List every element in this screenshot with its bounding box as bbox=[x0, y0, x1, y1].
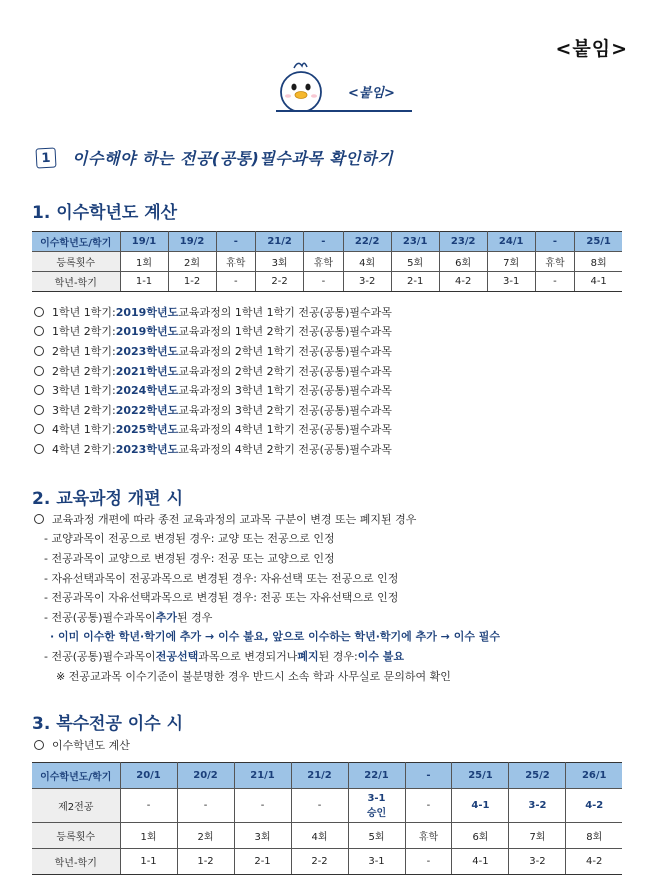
table-row bbox=[32, 823, 622, 849]
table-row bbox=[32, 849, 622, 875]
list-item: 3학년 2학기: 2022학년도 교육과정의 3학년 2학기 전공(공통)필수과목 bbox=[34, 400, 392, 420]
circle-bullet-icon bbox=[34, 385, 44, 395]
table-cell: 22/1 bbox=[348, 763, 405, 789]
table-cell: 1-1 bbox=[120, 849, 177, 875]
table-cell: 3-1 bbox=[348, 849, 405, 875]
table-cell: 휴학 bbox=[535, 252, 575, 272]
table-cell: - bbox=[177, 789, 234, 823]
table-cell: 21/1 bbox=[234, 763, 291, 789]
circle-bullet-icon bbox=[34, 424, 44, 434]
table-cell: 26/1 bbox=[566, 763, 622, 789]
circle-bullet-icon bbox=[34, 514, 44, 524]
table-row bbox=[32, 789, 622, 823]
table-cell: 24/1 bbox=[487, 232, 535, 252]
table-cell: 등록횟수 bbox=[32, 252, 120, 272]
table-header-row bbox=[32, 232, 622, 252]
table-cell: 2회 bbox=[177, 823, 234, 849]
section2-line: - 전공과목이 자유선택과목으로 변경된 경우: 전공 또는 자유선택으로 인정 bbox=[44, 591, 399, 605]
section1-heading: 1. 이수학년도 계산 bbox=[32, 203, 178, 223]
list-item: 2학년 2학기: 2021학년도 교육과정의 2학년 2학기 전공(공통)필수과목 bbox=[34, 361, 392, 381]
section3-heading: 3. 복수전공 이수 시 bbox=[32, 714, 183, 734]
intro-number-box: 1 bbox=[35, 147, 56, 168]
section3-table bbox=[32, 762, 622, 875]
table-cell: 4-1 bbox=[575, 272, 622, 292]
table-cell: 3-2 bbox=[509, 849, 566, 875]
section2-note: ※ 전공교과목 이수기준이 불분명한 경우 반드시 소속 학과 사무실로 문의하여 확인 bbox=[56, 669, 451, 683]
table-cell: 2-2 bbox=[291, 849, 348, 875]
list-item: 2학년 1학기: 2023학년도 교육과정의 2학년 1학기 전공(공통)필수과목 bbox=[34, 341, 392, 361]
table-cell: 2-2 bbox=[256, 272, 304, 292]
section2-line: - 자유선택과목이 전공과목으로 변경된 경우: 자유선택 또는 전공으로 인정 bbox=[44, 571, 399, 585]
table-cell: 8회 bbox=[566, 823, 622, 849]
section3-lead: 이수학년도 계산 bbox=[34, 735, 130, 755]
table-cell: - bbox=[535, 272, 575, 292]
table-cell: 학년-학기 bbox=[32, 272, 120, 292]
table-cell: 4-1 bbox=[452, 789, 509, 823]
table-row bbox=[32, 252, 622, 272]
list-item: 1학년 1학기: 2019학년도 교육과정의 1학년 1학기 전공(공통)필수과목 bbox=[34, 302, 392, 322]
table-cell: 25/1 bbox=[452, 763, 509, 789]
table-cell: 4-2 bbox=[566, 849, 622, 875]
table-cell: 2-1 bbox=[234, 849, 291, 875]
section2-added-line: - 전공(공통)필수과목이 추가 된 경우 bbox=[44, 610, 213, 624]
table-cell: 이수학년도/학기 bbox=[32, 232, 120, 252]
section1-table bbox=[32, 231, 622, 292]
table-cell: - bbox=[405, 849, 452, 875]
circle-bullet-icon bbox=[34, 444, 44, 454]
table-cell: - bbox=[535, 232, 575, 252]
table-cell: 2회 bbox=[168, 252, 216, 272]
table-cell: 3-2 bbox=[343, 272, 391, 292]
table-cell: 7회 bbox=[487, 252, 535, 272]
circle-bullet-icon bbox=[34, 326, 44, 336]
table-cell: 21/2 bbox=[291, 763, 348, 789]
table-cell: 휴학 bbox=[405, 823, 452, 849]
table-row bbox=[32, 272, 622, 292]
curriculum-year: 2023학년도 bbox=[115, 344, 179, 358]
table-cell: 4-1 bbox=[452, 849, 509, 875]
table-cell: 3-1 bbox=[487, 272, 535, 292]
table-cell: 1회 bbox=[120, 823, 177, 849]
mascot-tag-text: <붙임> bbox=[348, 86, 395, 101]
table-cell: 20/1 bbox=[120, 763, 177, 789]
curriculum-year: 2024학년도 bbox=[115, 384, 179, 398]
table-cell: - bbox=[405, 763, 452, 789]
table-cell: 4회 bbox=[291, 823, 348, 849]
table-cell: 이수학년도/학기 bbox=[32, 763, 120, 789]
curriculum-year: 2023학년도 bbox=[115, 442, 179, 456]
circle-bullet-icon bbox=[34, 405, 44, 415]
table-cell: 20/2 bbox=[177, 763, 234, 789]
table-header-row bbox=[32, 763, 622, 789]
table-cell: 3-1 승인 bbox=[348, 789, 405, 823]
circle-bullet-icon bbox=[34, 366, 44, 376]
attachment-tag: <붙임> bbox=[555, 38, 628, 60]
table-cell: - bbox=[120, 789, 177, 823]
table-cell: 2-1 bbox=[391, 272, 439, 292]
section2-line: - 교양과목이 전공으로 변경된 경우: 교양 또는 전공으로 인정 bbox=[44, 532, 335, 546]
table-cell: 학년-학기 bbox=[32, 849, 120, 875]
section2-heading: 2. 교육과정 개편 시 bbox=[32, 489, 183, 509]
table-cell: 4-2 bbox=[566, 789, 622, 823]
section2-list bbox=[34, 509, 500, 685]
list-item: 4학년 1학기: 2025학년도 교육과정의 4학년 1학기 전공(공통)필수과목 bbox=[34, 420, 392, 440]
table-cell: 21/2 bbox=[256, 232, 304, 252]
table-cell: 3회 bbox=[256, 252, 304, 272]
table-cell: - bbox=[216, 272, 256, 292]
section2-added-sub: · 이미 이수한 학년·학기에 추가 → 이수 불요, 앞으로 이수하는 학년·학기에 추가 → 이수 필수 bbox=[50, 630, 501, 644]
table-cell: 25/1 bbox=[575, 232, 622, 252]
section2-changed-line: - 전공(공통)필수과목이 전공선택 과목으로 변경되거나 폐지 된 경우: 이수 불요 bbox=[44, 649, 405, 663]
chick-mascot-icon bbox=[276, 60, 326, 112]
intro-title-text: 이수해야 하는 전공(공통)필수과목 확인하기 bbox=[72, 149, 394, 168]
table-cell: - bbox=[291, 789, 348, 823]
section2-line: - 전공과목이 교양으로 변경된 경우: 전공 또는 교양으로 인정 bbox=[44, 551, 335, 565]
circle-bullet-icon bbox=[34, 307, 44, 317]
intro-title bbox=[36, 146, 393, 169]
table-cell: 22/2 bbox=[343, 232, 391, 252]
curriculum-year: 2019학년도 bbox=[115, 325, 179, 339]
table-cell: 1회 bbox=[120, 252, 168, 272]
table-cell: 19/2 bbox=[168, 232, 216, 252]
table-cell: 4회 bbox=[343, 252, 391, 272]
table-cell: 7회 bbox=[509, 823, 566, 849]
table-cell: 등록횟수 bbox=[32, 823, 120, 849]
section1-list bbox=[34, 302, 392, 459]
table-cell: 25/2 bbox=[509, 763, 566, 789]
table-cell: 휴학 bbox=[216, 252, 256, 272]
circle-bullet-icon bbox=[34, 346, 44, 356]
curriculum-year: 2025학년도 bbox=[115, 423, 179, 437]
table-cell: 6회 bbox=[439, 252, 487, 272]
table-cell: 3회 bbox=[234, 823, 291, 849]
table-cell: 23/1 bbox=[391, 232, 439, 252]
table-cell: - bbox=[304, 232, 344, 252]
table-cell: - bbox=[405, 789, 452, 823]
table-cell: 8회 bbox=[575, 252, 622, 272]
table-cell: - bbox=[304, 272, 344, 292]
table-cell: 3-2 bbox=[509, 789, 566, 823]
circle-bullet-icon bbox=[34, 740, 44, 750]
table-cell: 휴학 bbox=[304, 252, 344, 272]
table-cell: 1-2 bbox=[168, 272, 216, 292]
table-cell: 제2전공 bbox=[32, 789, 120, 823]
mascot-underline bbox=[276, 110, 412, 112]
section2-lead: 교육과정 개편에 따라 종전 교육과정의 교과목 구분이 변경 또는 폐지된 경우 bbox=[34, 509, 500, 529]
list-item: 1학년 2학기: 2019학년도 교육과정의 1학년 2학기 전공(공통)필수과목 bbox=[34, 322, 392, 342]
list-item: 4학년 2학기: 2023학년도 교육과정의 4학년 2학기 전공(공통)필수과목 bbox=[34, 439, 392, 459]
curriculum-year: 2022학년도 bbox=[115, 403, 179, 417]
table-cell: 4-2 bbox=[439, 272, 487, 292]
table-cell: - bbox=[234, 789, 291, 823]
mascot-banner bbox=[262, 60, 412, 112]
table-cell: 1-1 bbox=[120, 272, 168, 292]
table-cell: 19/1 bbox=[120, 232, 168, 252]
table-cell: 23/2 bbox=[439, 232, 487, 252]
curriculum-year: 2019학년도 bbox=[115, 305, 179, 319]
table-cell: 5회 bbox=[391, 252, 439, 272]
table-cell: 5회 bbox=[348, 823, 405, 849]
table-cell: 1-2 bbox=[177, 849, 234, 875]
table-cell: - bbox=[216, 232, 256, 252]
table-cell: 6회 bbox=[452, 823, 509, 849]
curriculum-year: 2021학년도 bbox=[115, 364, 179, 378]
list-item: 3학년 1학기: 2024학년도 교육과정의 3학년 1학기 전공(공통)필수과목 bbox=[34, 380, 392, 400]
